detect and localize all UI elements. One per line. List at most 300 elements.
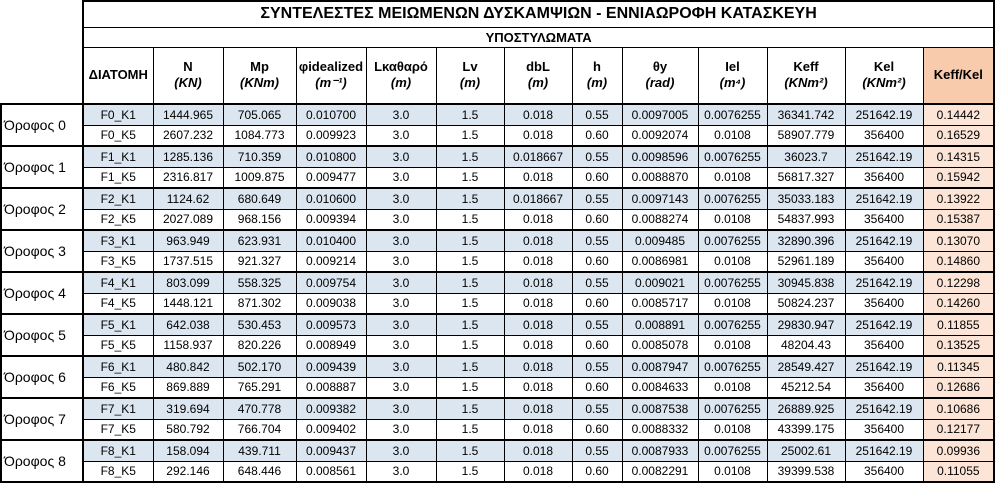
- cell-dbl: 0.018: [504, 356, 572, 377]
- cell-keff: 56817.327: [767, 167, 845, 188]
- table-row: [1, 146, 994, 167]
- cell-theta-y: 0.009485: [622, 230, 698, 251]
- table-row: [1, 104, 994, 125]
- cell-theta-y: 0.0092074: [622, 125, 698, 146]
- cell-l-clear: 3.0: [366, 314, 436, 335]
- cell-ratio: 0.09936: [923, 440, 994, 461]
- cell-mp: 680.649: [223, 188, 296, 209]
- cell-iel: 0.0076255: [698, 146, 767, 167]
- cell-kel: 356400: [845, 293, 923, 314]
- cell-n: 158.094: [153, 440, 223, 461]
- floor-label: Όροφος 1: [1, 146, 83, 188]
- cell-h: 0.60: [572, 251, 622, 272]
- cell-section: F5_K5: [83, 335, 153, 356]
- cell-theta-y: 0.009021: [622, 272, 698, 293]
- cell-theta-y: 0.0085078: [622, 335, 698, 356]
- cell-ratio: 0.14260: [923, 293, 994, 314]
- cell-keff: 54837.993: [767, 209, 845, 230]
- cell-kel: 356400: [845, 167, 923, 188]
- cell-phi-idealized: 0.009437: [296, 440, 366, 461]
- cell-phi-idealized: 0.009754: [296, 272, 366, 293]
- cell-dbl: 0.018667: [504, 188, 572, 209]
- cell-h: 0.60: [572, 125, 622, 146]
- cell-phi-idealized: 0.009038: [296, 293, 366, 314]
- cell-iel: 0.0076255: [698, 356, 767, 377]
- header-n: [153, 47, 223, 104]
- cell-kel: 356400: [845, 251, 923, 272]
- cell-mp: 871.302: [223, 293, 296, 314]
- cell-iel: 0.0108: [698, 209, 767, 230]
- cell-section: F8_K5: [83, 461, 153, 482]
- header-unit: (m⁴): [719, 75, 746, 91]
- cell-phi-idealized: 0.009923: [296, 125, 366, 146]
- table-row: [1, 335, 994, 356]
- cell-n: 580.792: [153, 419, 223, 440]
- table-row: [1, 461, 994, 482]
- cell-h: 0.55: [572, 356, 622, 377]
- cell-l-clear: 3.0: [366, 356, 436, 377]
- cell-phi-idealized: 0.009394: [296, 209, 366, 230]
- cell-keff: 48204.43: [767, 335, 845, 356]
- cell-kel: 251642.19: [845, 104, 923, 125]
- cell-ratio: 0.13070: [923, 230, 994, 251]
- cell-ratio: 0.16529: [923, 125, 994, 146]
- header-label: N: [183, 59, 193, 74]
- cell-theta-y: 0.0085717: [622, 293, 698, 314]
- cell-h: 0.60: [572, 209, 622, 230]
- cell-kel: 251642.19: [845, 356, 923, 377]
- cell-dbl: 0.018667: [504, 146, 572, 167]
- cell-mp: 968.156: [223, 209, 296, 230]
- cell-mp: 765.291: [223, 377, 296, 398]
- header-theta-y: [622, 47, 698, 104]
- cell-mp: 623.931: [223, 230, 296, 251]
- cell-theta-y: 0.0082291: [622, 461, 698, 482]
- cell-keff: 39399.538: [767, 461, 845, 482]
- cell-section: F6_K5: [83, 377, 153, 398]
- cell-lv: 1.5: [436, 272, 504, 293]
- cell-phi-idealized: 0.010800: [296, 146, 366, 167]
- cell-mp: 766.704: [223, 419, 296, 440]
- header-kel: [845, 47, 923, 104]
- cell-n: 1158.937: [153, 335, 223, 356]
- cell-n: 642.038: [153, 314, 223, 335]
- cell-lv: 1.5: [436, 293, 504, 314]
- cell-section: F3_K5: [83, 251, 153, 272]
- table-row: [1, 209, 994, 230]
- cell-l-clear: 3.0: [366, 188, 436, 209]
- header-lv: [436, 47, 504, 104]
- header-unit: (m): [459, 75, 481, 91]
- header-unit: (KNm²): [862, 75, 906, 91]
- cell-kel: 251642.19: [845, 230, 923, 251]
- cell-n: 292.146: [153, 461, 223, 482]
- table-row: [1, 167, 994, 188]
- cell-theta-y: 0.0098596: [622, 146, 698, 167]
- cell-lv: 1.5: [436, 188, 504, 209]
- header-h: [572, 47, 622, 104]
- cell-dbl: 0.018: [504, 125, 572, 146]
- header-unit: (KN): [174, 75, 202, 91]
- cell-section: F5_K1: [83, 314, 153, 335]
- cell-section: F8_K1: [83, 440, 153, 461]
- header-label: Kel: [873, 59, 895, 74]
- table-row: [1, 272, 994, 293]
- cell-ratio: 0.11055: [923, 461, 994, 482]
- cell-h: 0.60: [572, 335, 622, 356]
- cell-section: F1_K5: [83, 167, 153, 188]
- cell-ratio: 0.14442: [923, 104, 994, 125]
- cell-n: 1737.515: [153, 251, 223, 272]
- cell-section: F2_K5: [83, 209, 153, 230]
- cell-ratio: 0.13922: [923, 188, 994, 209]
- cell-l-clear: 3.0: [366, 146, 436, 167]
- cell-section: F7_K5: [83, 419, 153, 440]
- cell-n: 869.889: [153, 377, 223, 398]
- header-unit: (m⁻¹): [315, 75, 347, 91]
- cell-mp: 558.325: [223, 272, 296, 293]
- cell-lv: 1.5: [436, 104, 504, 125]
- floor-label: Όροφος 5: [1, 314, 83, 356]
- cell-h: 0.55: [572, 146, 622, 167]
- cell-theta-y: 0.0088870: [622, 167, 698, 188]
- cell-iel: 0.0108: [698, 167, 767, 188]
- floor-label: Όροφος 6: [1, 356, 83, 398]
- cell-kel: 251642.19: [845, 272, 923, 293]
- cell-l-clear: 3.0: [366, 419, 436, 440]
- cell-ratio: 0.15387: [923, 209, 994, 230]
- cell-phi-idealized: 0.008887: [296, 377, 366, 398]
- cell-l-clear: 3.0: [366, 125, 436, 146]
- cell-phi-idealized: 0.009382: [296, 398, 366, 419]
- cell-n: 963.949: [153, 230, 223, 251]
- cell-l-clear: 3.0: [366, 335, 436, 356]
- cell-dbl: 0.018: [504, 293, 572, 314]
- corner-blank: [1, 27, 83, 47]
- cell-dbl: 0.018: [504, 419, 572, 440]
- header-keff: [767, 47, 845, 104]
- cell-section: F7_K1: [83, 398, 153, 419]
- cell-dbl: 0.018: [504, 398, 572, 419]
- cell-mp: 502.170: [223, 356, 296, 377]
- cell-section: F4_K5: [83, 293, 153, 314]
- cell-ratio: 0.11855: [923, 314, 994, 335]
- cell-ratio: 0.12686: [923, 377, 994, 398]
- header-label: Lv: [462, 59, 478, 74]
- cell-n: 2607.232: [153, 125, 223, 146]
- cell-iel: 0.0076255: [698, 398, 767, 419]
- table-row: [1, 398, 994, 419]
- header-iel: [698, 47, 767, 104]
- cell-iel: 0.0108: [698, 461, 767, 482]
- cell-phi-idealized: 0.009573: [296, 314, 366, 335]
- cell-dbl: 0.018: [504, 251, 572, 272]
- cell-h: 0.60: [572, 293, 622, 314]
- cell-dbl: 0.018: [504, 335, 572, 356]
- cell-keff: 28549.427: [767, 356, 845, 377]
- cell-l-clear: 3.0: [366, 440, 436, 461]
- cell-dbl: 0.018: [504, 461, 572, 482]
- cell-mp: 1084.773: [223, 125, 296, 146]
- cell-phi-idealized: 0.008949: [296, 335, 366, 356]
- cell-lv: 1.5: [436, 146, 504, 167]
- cell-h: 0.60: [572, 377, 622, 398]
- cell-iel: 0.0108: [698, 293, 767, 314]
- cell-ratio: 0.13525: [923, 335, 994, 356]
- cell-theta-y: 0.0088332: [622, 419, 698, 440]
- cell-n: 1285.136: [153, 146, 223, 167]
- cell-iel: 0.0076255: [698, 272, 767, 293]
- cell-iel: 0.0076255: [698, 230, 767, 251]
- cell-kel: 251642.19: [845, 398, 923, 419]
- cell-mp: 530.453: [223, 314, 296, 335]
- cell-h: 0.55: [572, 104, 622, 125]
- header-section: [83, 47, 153, 104]
- table-row: [1, 188, 994, 209]
- cell-mp: 710.359: [223, 146, 296, 167]
- header-label: Iel: [725, 59, 740, 74]
- corner-blank: [1, 47, 83, 104]
- cell-mp: 705.065: [223, 104, 296, 125]
- table-row: [1, 125, 994, 146]
- cell-kel: 356400: [845, 419, 923, 440]
- cell-lv: 1.5: [436, 398, 504, 419]
- cell-mp: 921.327: [223, 251, 296, 272]
- cell-l-clear: 3.0: [366, 272, 436, 293]
- header-unit: (KNm²): [784, 75, 828, 91]
- cell-iel: 0.0108: [698, 251, 767, 272]
- cell-theta-y: 0.0086981: [622, 251, 698, 272]
- cell-kel: 356400: [845, 461, 923, 482]
- cell-kel: 356400: [845, 377, 923, 398]
- header-label: Keff/Kel: [933, 67, 983, 83]
- cell-lv: 1.5: [436, 419, 504, 440]
- cell-h: 0.55: [572, 188, 622, 209]
- cell-theta-y: 0.0097143: [622, 188, 698, 209]
- cell-h: 0.55: [572, 440, 622, 461]
- cell-keff: 29830.947: [767, 314, 845, 335]
- corner-blank: [1, 1, 83, 27]
- header-unit: (rad): [645, 75, 675, 91]
- cell-n: 480.842: [153, 356, 223, 377]
- cell-iel: 0.0076255: [698, 440, 767, 461]
- cell-kel: 356400: [845, 125, 923, 146]
- cell-lv: 1.5: [436, 314, 504, 335]
- cell-l-clear: 3.0: [366, 251, 436, 272]
- cell-iel: 0.0108: [698, 419, 767, 440]
- cell-h: 0.60: [572, 461, 622, 482]
- cell-lv: 1.5: [436, 461, 504, 482]
- cell-phi-idealized: 0.010600: [296, 188, 366, 209]
- cell-kel: 251642.19: [845, 146, 923, 167]
- table-row: [1, 440, 994, 461]
- cell-phi-idealized: 0.010400: [296, 230, 366, 251]
- cell-phi-idealized: 0.010700: [296, 104, 366, 125]
- cell-lv: 1.5: [436, 335, 504, 356]
- cell-dbl: 0.018: [504, 104, 572, 125]
- cell-mp: 648.446: [223, 461, 296, 482]
- cell-dbl: 0.018: [504, 209, 572, 230]
- cell-l-clear: 3.0: [366, 230, 436, 251]
- header-unit: (KNm): [240, 75, 279, 91]
- cell-keff: 52961.189: [767, 251, 845, 272]
- cell-h: 0.55: [572, 230, 622, 251]
- cell-phi-idealized: 0.009439: [296, 356, 366, 377]
- cell-n: 2027.089: [153, 209, 223, 230]
- cell-mp: 1009.875: [223, 167, 296, 188]
- cell-h: 0.55: [572, 314, 622, 335]
- cell-iel: 0.0108: [698, 125, 767, 146]
- cell-ratio: 0.11345: [923, 356, 994, 377]
- cell-keff: 30945.838: [767, 272, 845, 293]
- cell-section: F4_K1: [83, 272, 153, 293]
- header-mp: [223, 47, 296, 104]
- cell-section: F0_K1: [83, 104, 153, 125]
- cell-n: 1444.965: [153, 104, 223, 125]
- table-title: ΣΥΝΤΕΛΕΣΤΕΣ ΜΕΙΩΜΕΝΩΝ ΔΥΣΚΑΜΨΙΩΝ - ΕΝΝΙΑΩΡΟΦΗ ΚΑΤΑΣΚΕΥΗ: [83, 1, 994, 27]
- header-l-clear: [366, 47, 436, 104]
- cell-section: F6_K1: [83, 356, 153, 377]
- cell-phi-idealized: 0.009477: [296, 167, 366, 188]
- header-unit: (m): [527, 75, 549, 91]
- cell-lv: 1.5: [436, 167, 504, 188]
- cell-iel: 0.0076255: [698, 314, 767, 335]
- cell-ratio: 0.14860: [923, 251, 994, 272]
- cell-theta-y: 0.008891: [622, 314, 698, 335]
- cell-ratio: 0.10686: [923, 398, 994, 419]
- cell-phi-idealized: 0.009402: [296, 419, 366, 440]
- cell-n: 1124.62: [153, 188, 223, 209]
- cell-keff: 26889.925: [767, 398, 845, 419]
- cell-l-clear: 3.0: [366, 209, 436, 230]
- cell-theta-y: 0.0088274: [622, 209, 698, 230]
- floor-label: Όροφος 0: [1, 104, 83, 146]
- cell-keff: 50824.237: [767, 293, 845, 314]
- floor-label: Όροφος 4: [1, 272, 83, 314]
- table-row: [1, 419, 994, 440]
- cell-theta-y: 0.0087947: [622, 356, 698, 377]
- floor-label: Όροφος 2: [1, 188, 83, 230]
- cell-l-clear: 3.0: [366, 377, 436, 398]
- cell-iel: 0.0076255: [698, 188, 767, 209]
- cell-theta-y: 0.0087538: [622, 398, 698, 419]
- header-dbl: [504, 47, 572, 104]
- header-ratio: [923, 47, 994, 104]
- cell-keff: 45212.54: [767, 377, 845, 398]
- cell-l-clear: 3.0: [366, 293, 436, 314]
- cell-dbl: 0.018: [504, 230, 572, 251]
- cell-l-clear: 3.0: [366, 461, 436, 482]
- table-row: [1, 251, 994, 272]
- cell-section: F1_K1: [83, 146, 153, 167]
- cell-lv: 1.5: [436, 440, 504, 461]
- cell-ratio: 0.12298: [923, 272, 994, 293]
- header-unit: (m): [390, 75, 412, 91]
- floor-label: Όροφος 3: [1, 230, 83, 272]
- cell-l-clear: 3.0: [366, 398, 436, 419]
- table-row: [1, 293, 994, 314]
- header-unit: (m): [586, 75, 608, 91]
- cell-l-clear: 3.0: [366, 104, 436, 125]
- cell-dbl: 0.018: [504, 440, 572, 461]
- cell-h: 0.60: [572, 167, 622, 188]
- cell-mp: 439.711: [223, 440, 296, 461]
- cell-ratio: 0.12177: [923, 419, 994, 440]
- header-label: Mp: [250, 59, 269, 74]
- header-label: dbL: [526, 59, 550, 74]
- cell-dbl: 0.018: [504, 167, 572, 188]
- cell-dbl: 0.018: [504, 314, 572, 335]
- cell-phi-idealized: 0.008561: [296, 461, 366, 482]
- cell-h: 0.55: [572, 272, 622, 293]
- cell-section: F3_K1: [83, 230, 153, 251]
- cell-lv: 1.5: [436, 209, 504, 230]
- cell-keff: 36023.7: [767, 146, 845, 167]
- table-row: [1, 356, 994, 377]
- cell-theta-y: 0.0084633: [622, 377, 698, 398]
- cell-n: 803.099: [153, 272, 223, 293]
- cell-keff: 32890.396: [767, 230, 845, 251]
- cell-n: 1448.121: [153, 293, 223, 314]
- table-subtitle: ΥΠΟΣΤΥΛΩΜΑΤΑ: [83, 27, 994, 47]
- cell-dbl: 0.018: [504, 377, 572, 398]
- cell-keff: 25002.61: [767, 440, 845, 461]
- cell-section: F0_K5: [83, 125, 153, 146]
- cell-lv: 1.5: [436, 125, 504, 146]
- cell-h: 0.60: [572, 419, 622, 440]
- cell-mp: 470.778: [223, 398, 296, 419]
- cell-keff: 58907.779: [767, 125, 845, 146]
- cell-kel: 251642.19: [845, 188, 923, 209]
- table-row: [1, 314, 994, 335]
- cell-keff: 43399.175: [767, 419, 845, 440]
- cell-kel: 356400: [845, 209, 923, 230]
- header-label: φidealized: [298, 59, 364, 74]
- cell-iel: 0.0076255: [698, 104, 767, 125]
- cell-keff: 36341.742: [767, 104, 845, 125]
- cell-lv: 1.5: [436, 377, 504, 398]
- cell-dbl: 0.018: [504, 272, 572, 293]
- cell-lv: 1.5: [436, 230, 504, 251]
- cell-lv: 1.5: [436, 251, 504, 272]
- cell-lv: 1.5: [436, 356, 504, 377]
- cell-section: F2_K1: [83, 188, 153, 209]
- header-label: h: [593, 59, 601, 74]
- cell-kel: 251642.19: [845, 314, 923, 335]
- table-row: [1, 377, 994, 398]
- cell-kel: 356400: [845, 335, 923, 356]
- header-label: Lκαθαρό: [374, 59, 428, 74]
- cell-n: 2316.817: [153, 167, 223, 188]
- cell-l-clear: 3.0: [366, 167, 436, 188]
- header-label: θy: [652, 59, 668, 74]
- header-label: ΔΙΑΤΟΜΗ: [88, 67, 148, 83]
- cell-keff: 35033.183: [767, 188, 845, 209]
- cell-iel: 0.0108: [698, 335, 767, 356]
- table-row: [1, 230, 994, 251]
- cell-n: 319.694: [153, 398, 223, 419]
- cell-iel: 0.0108: [698, 377, 767, 398]
- cell-kel: 251642.19: [845, 440, 923, 461]
- cell-h: 0.55: [572, 398, 622, 419]
- cell-ratio: 0.15942: [923, 167, 994, 188]
- floor-label: Όροφος 8: [1, 440, 83, 482]
- header-phi-idealized: [296, 47, 366, 104]
- cell-theta-y: 0.0097005: [622, 104, 698, 125]
- cell-phi-idealized: 0.009214: [296, 251, 366, 272]
- cell-ratio: 0.14315: [923, 146, 994, 167]
- cell-mp: 820.226: [223, 335, 296, 356]
